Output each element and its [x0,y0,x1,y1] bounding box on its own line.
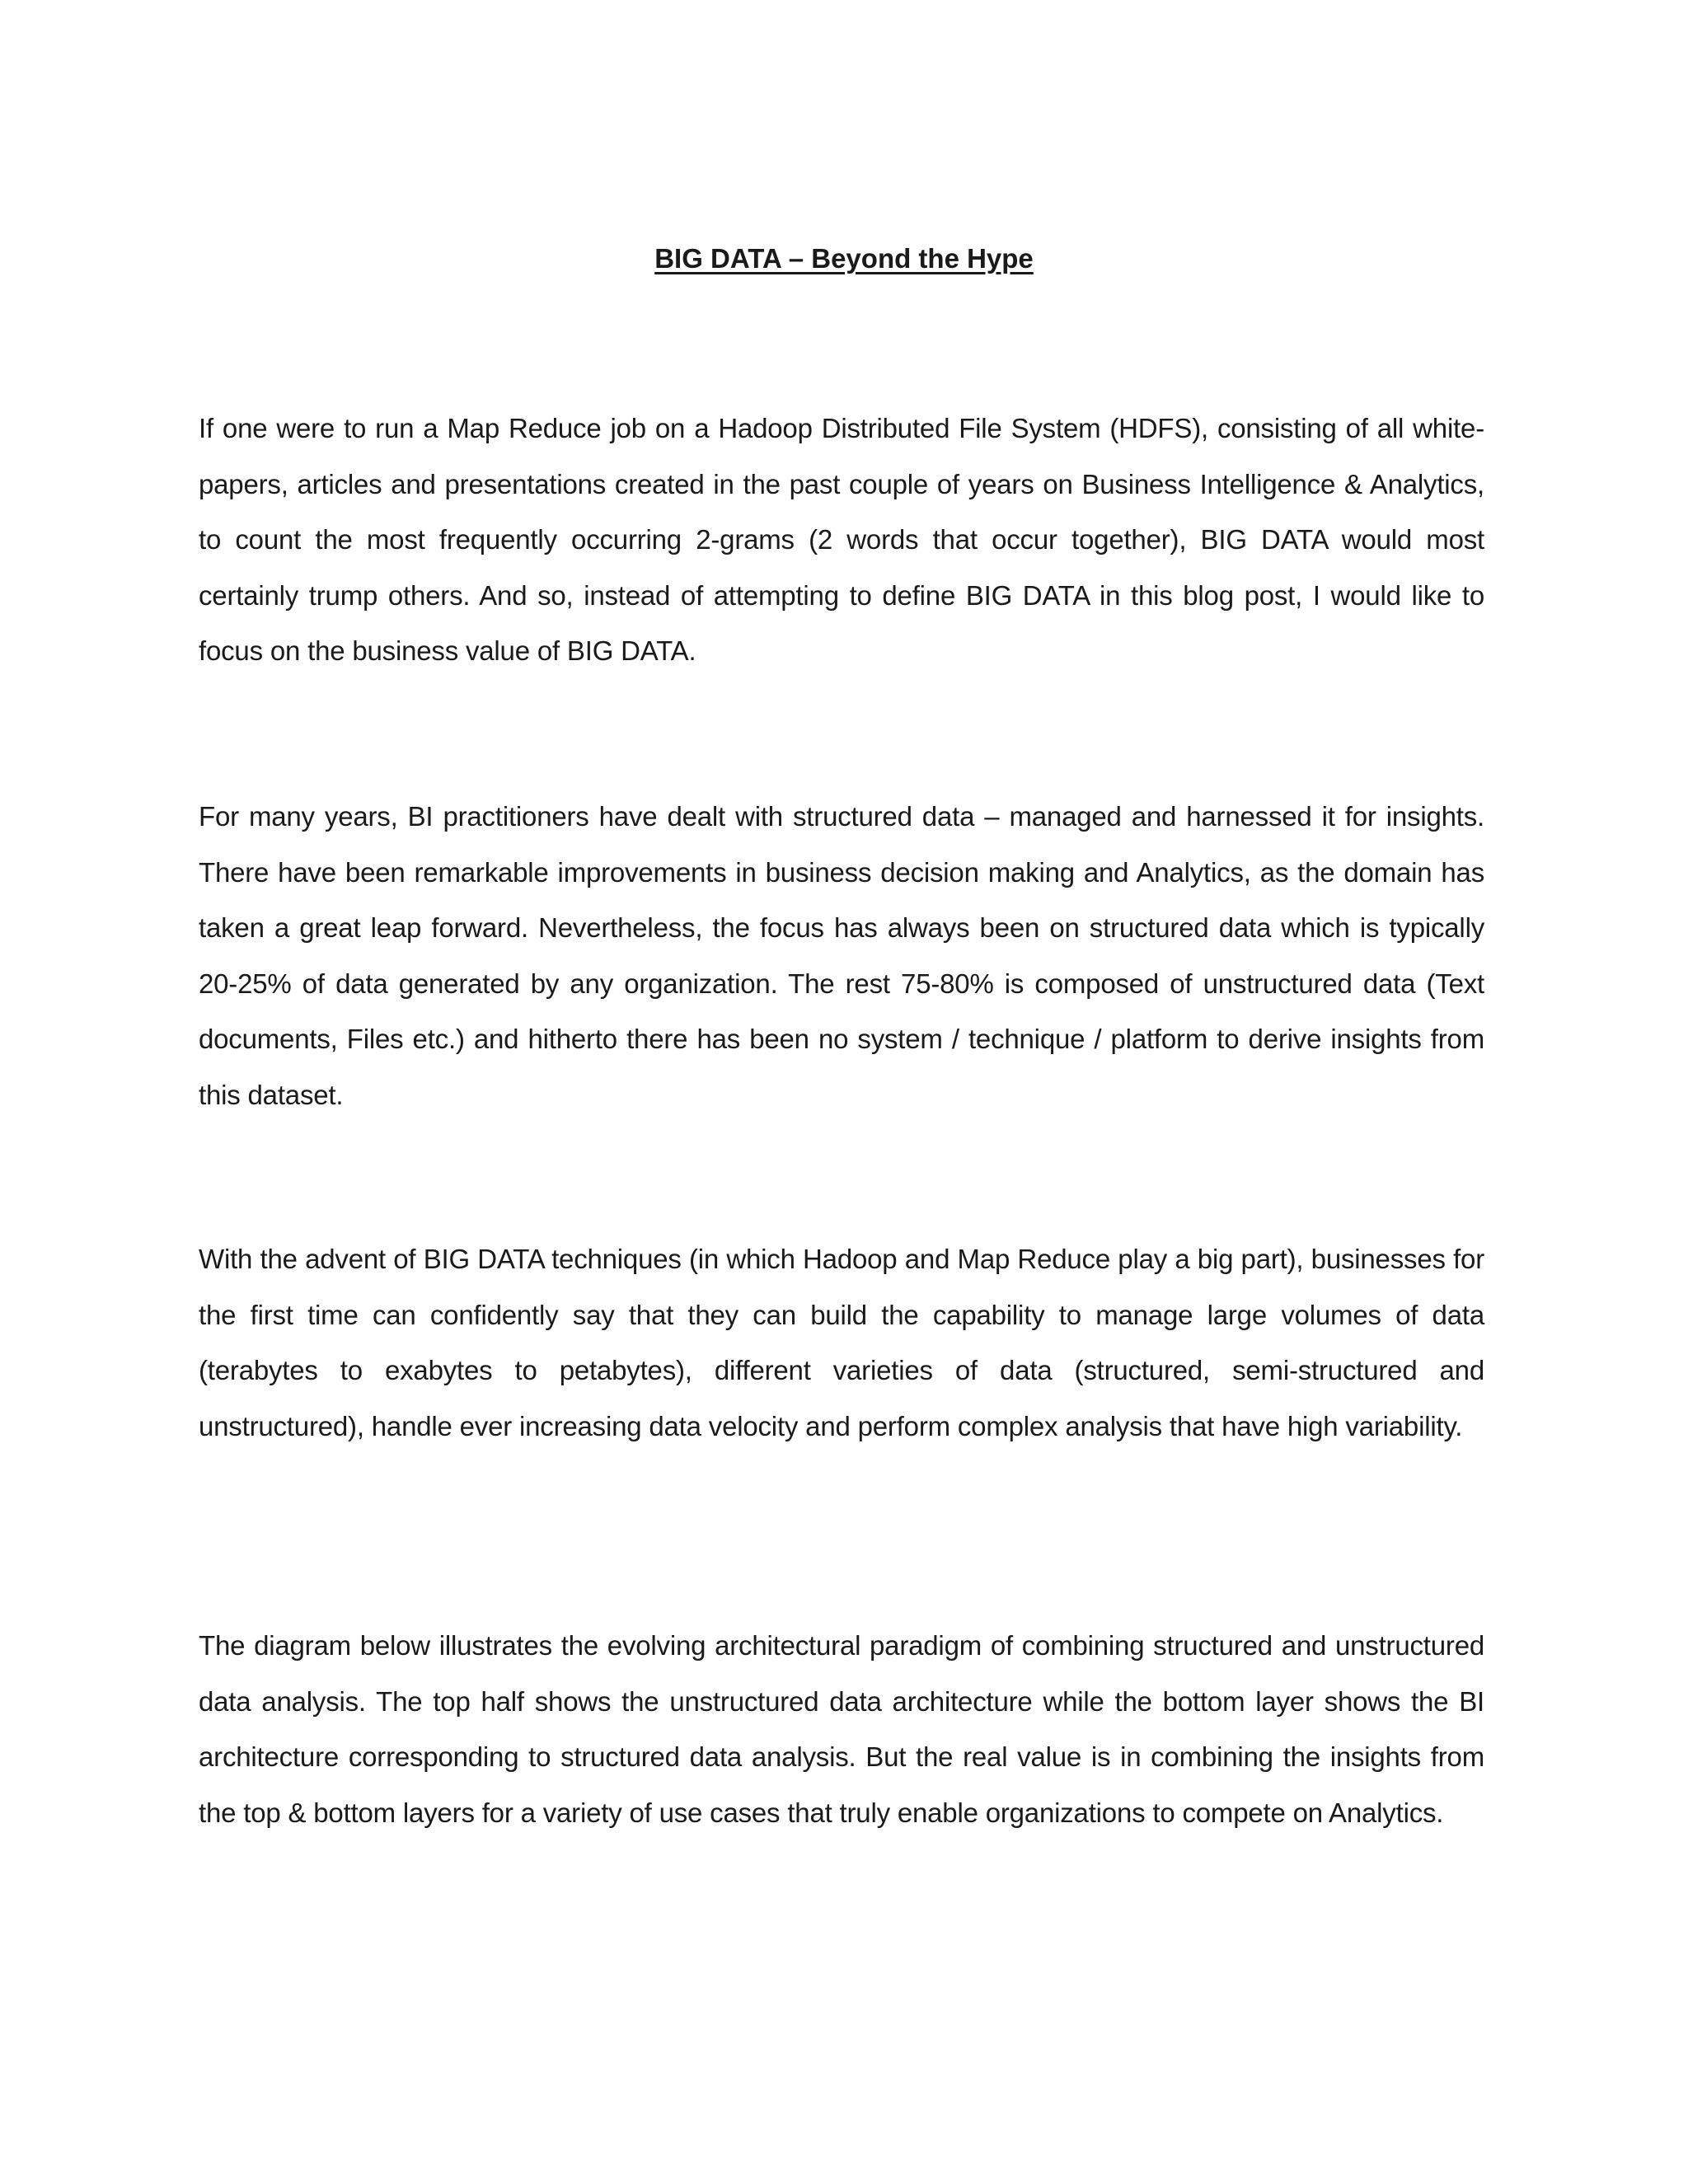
document-title: BIG DATA – Beyond the Hype [654,243,1034,274]
paragraph-structured-data: For many years, BI practitioners have dealt with structured data – managed and harnessed it for insights. There have been remarkable improvements in business decision making and Analytics, as the domain has taken a great leap forward. Nevertheless, the focus has always been on structured data which is typically 20-25% of data generated by any organization. The rest 75-80% is composed of unstructured data (Text documents, Files etc.) and hitherto there has been no system / technique / platform to derive insights from this dataset. [199,801,1484,1110]
paragraph-diagram-description: The diagram below illustrates the evolving architectural paradigm of combining structured and unstructured data analysis. The top half shows the unstructured data architecture while the bottom layer shows the BI architecture corresponding to structured data analysis. But the real value is in combining the insights from the top & bottom layers for a variety of use cases that truly enable organizations to compete on Analytics. [199,1630,1484,1828]
paragraph-intro: If one were to run a Map Reduce job on a Hadoop Distributed File System (HDFS), consisting of all white-papers, articles and presentations created in the past couple of years on Business Intelligence & Analytics, to count the most frequently occurring 2-grams (2 words that occur together), BIG DATA would most certainly trump others. And so, instead of attempting to define BIG DATA in this blog post, I would like to focus on the business value of BIG DATA. [199,413,1484,666]
paragraph-big-data-techniques: With the advent of BIG DATA techniques (in which Hadoop and Map Reduce play a big part), businesses for the first time can confidently say that they can build the capability to manage large volumes of data (terabytes to exabytes to petabytes), different varieties of data (structured, semi-structured and unstructured), handle ever increasing data velocity and perform complex analysis that have high variability. [199,1244,1484,1441]
